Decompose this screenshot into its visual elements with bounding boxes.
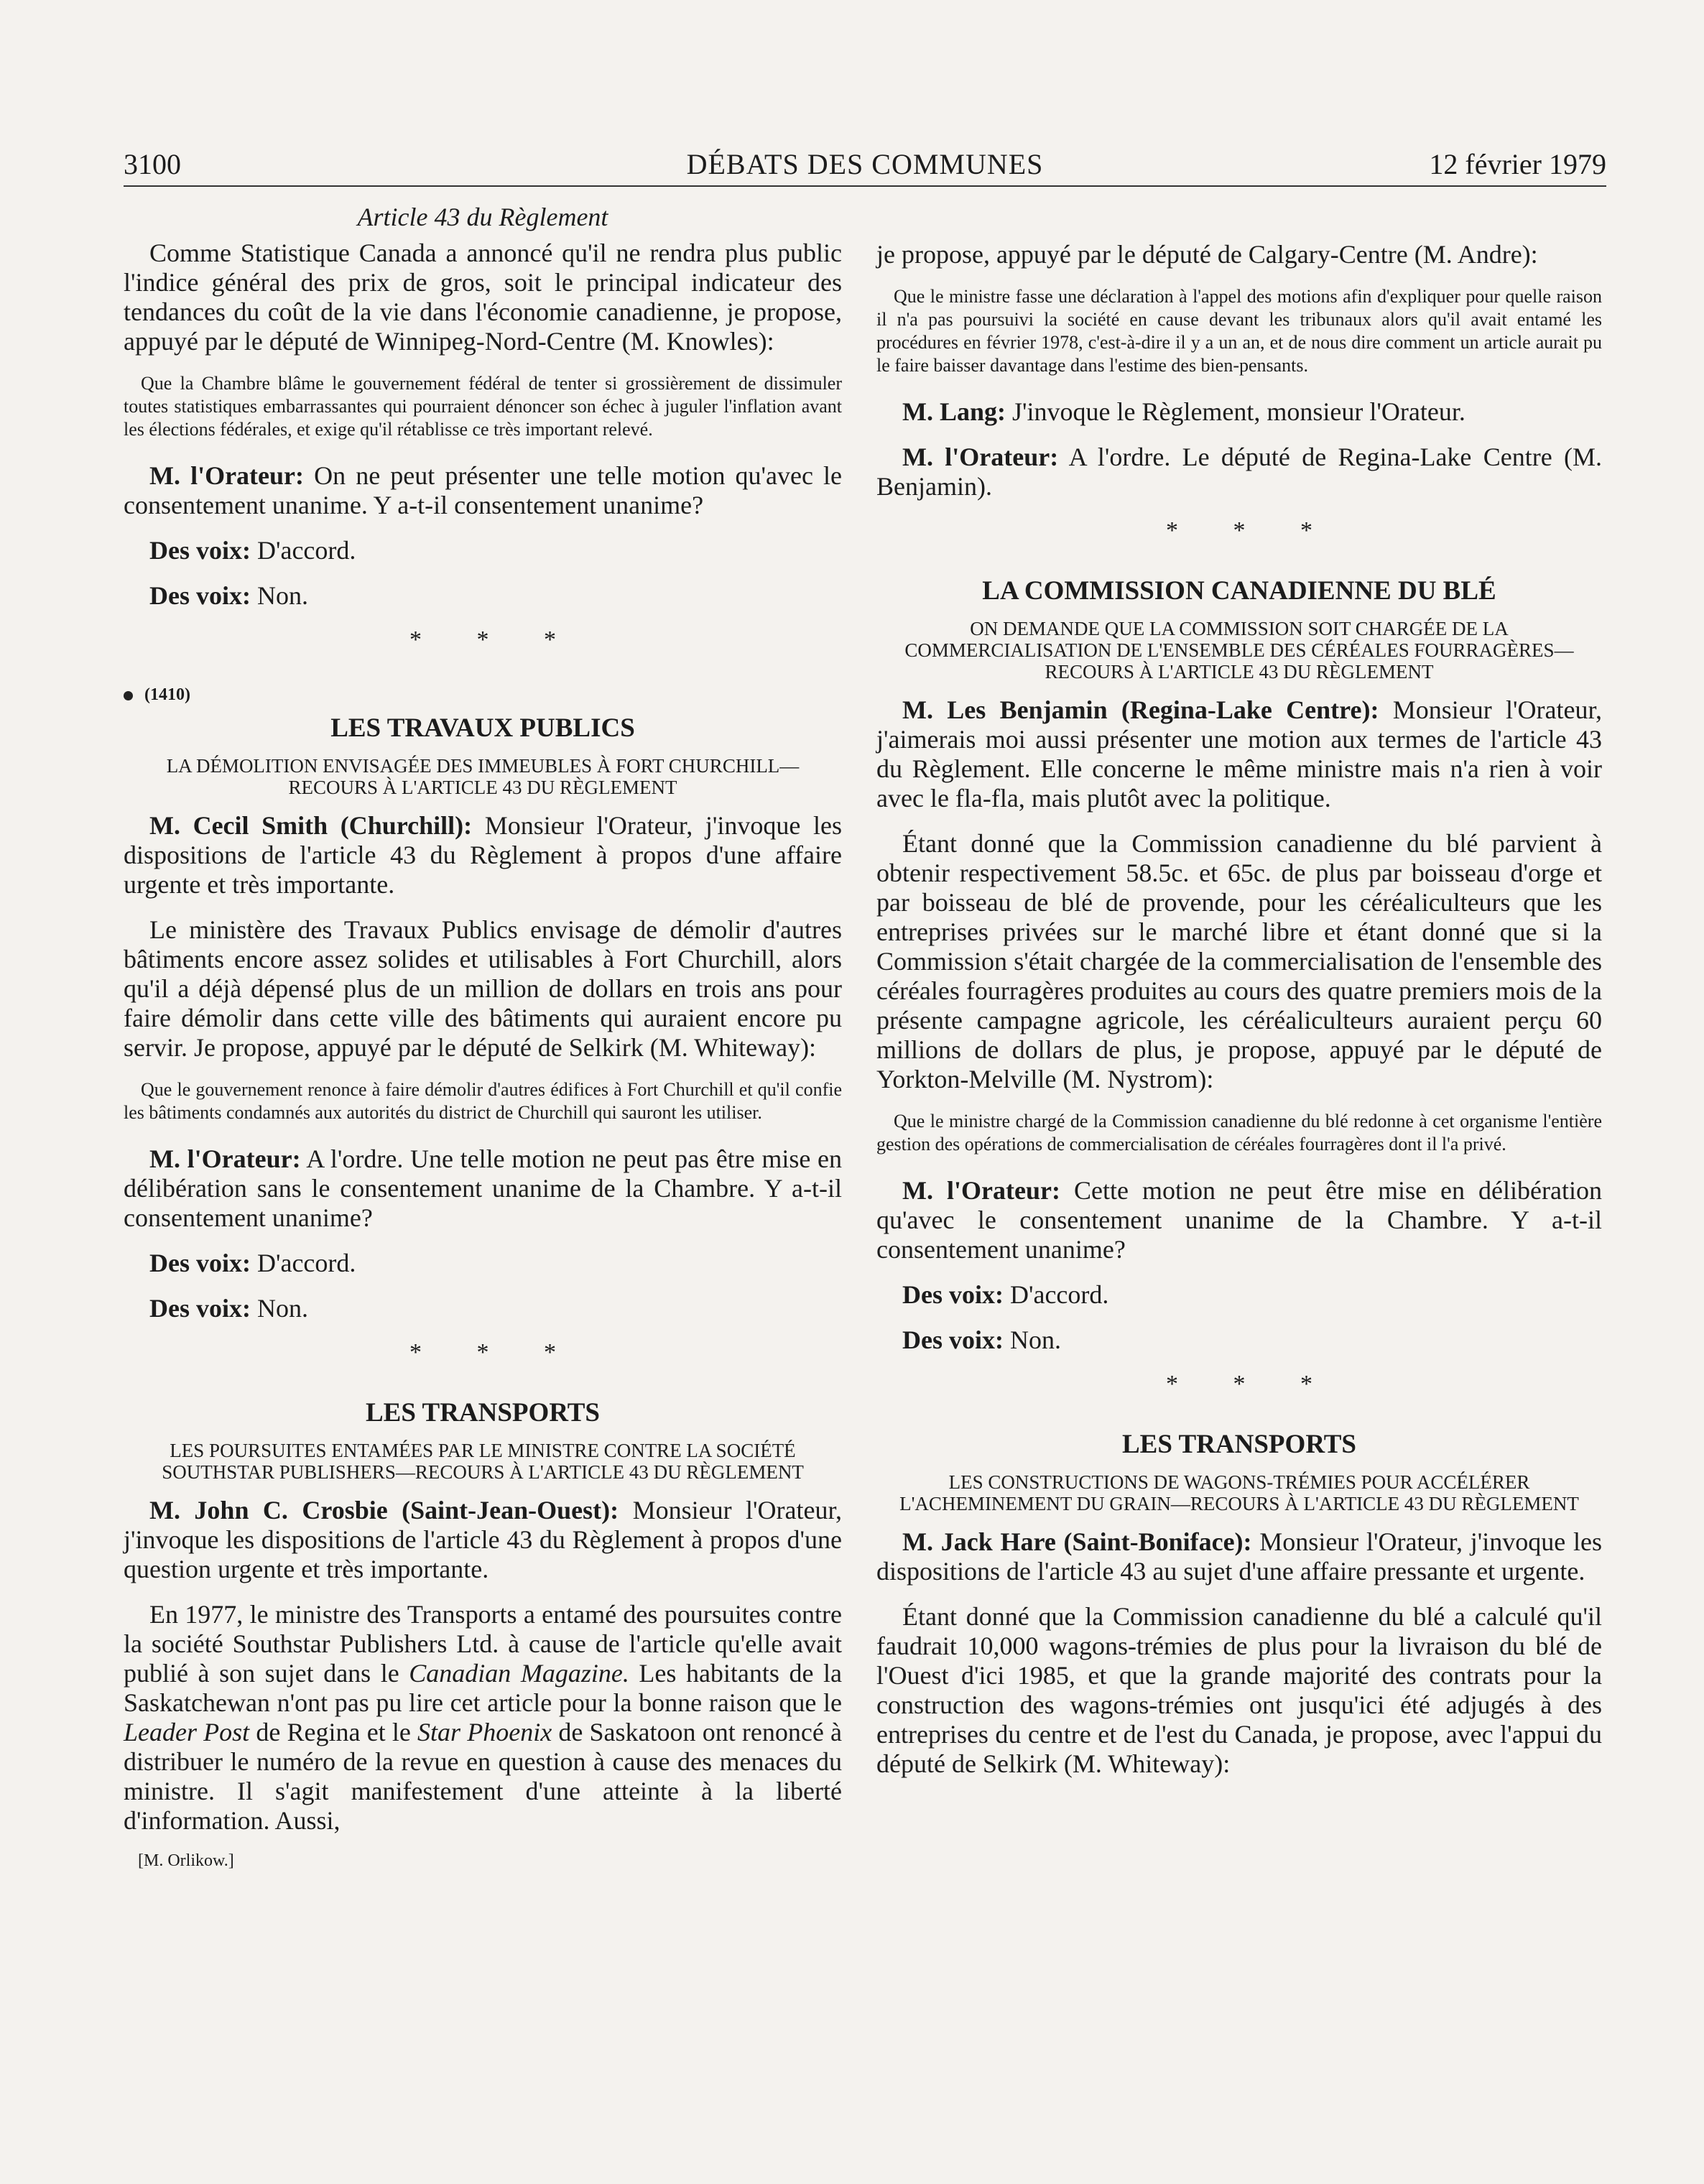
- left-column: [124, 203, 842, 1871]
- speech: [124, 811, 842, 899]
- speech-text: D'accord.: [256, 536, 356, 565]
- speech-text: Monsieur l'Orateur, j'invoque les dispositions de l'article 43 au sujet d'une affaire pressante et urgente.: [876, 1527, 1602, 1586]
- speech-text: Cette motion ne peut être mise en délibération qu'avec le consentement unanime de la Chambre. Y a-t-il consentement unanime?: [876, 1176, 1602, 1264]
- speech: [124, 1294, 842, 1323]
- speech: [876, 695, 1602, 813]
- page-header: [124, 144, 1606, 187]
- speaker-name: Des voix:: [902, 1280, 1004, 1309]
- speech-text: D'accord.: [1009, 1280, 1109, 1309]
- speech-text: On ne peut présenter une telle motion qu'avec le consentement unanime. Y a-t-il consentement unanime?: [124, 461, 843, 519]
- paragraph: [124, 1600, 842, 1836]
- speech: [876, 443, 1602, 501]
- section-heading: LES TRANSPORTS: [1122, 1430, 1356, 1459]
- section-subheading: LA DÉMOLITION ENVISAGÉE DES IMMEUBLES À FORT CHURCHILL—RECOURS À L'ARTICLE 43 DU RÈGLEMENT: [166, 755, 800, 798]
- speech-text: Non.: [1009, 1325, 1061, 1354]
- motion-text: Que le gouvernement renonce à faire démolir d'autres édifices à Fort Churchill et qu'il confie les bâtiments condamnés aux autorités du district de Churchill qui sauront les utiliser.: [124, 1079, 842, 1123]
- section-heading: LA COMMISSION CANADIENNE DU BLÉ: [982, 576, 1496, 606]
- paragraph: Étant donné que la Commission canadienne du blé a calculé qu'il faudrait 10,000 wagons-trémies de plus pour la livraison du blé de l'Ouest d'ici 1985, et que la grande majorité des contrats pour la construction des wagons-trémies ont jusqu'ici été adjugés à des entreprises du centre et de l'est du Canada, je propose, avec l'appui du député de Selkirk (M. Whiteway):: [876, 1602, 1602, 1778]
- speaker-name: Des voix:: [902, 1325, 1004, 1354]
- speaker-name: M. l'Orateur:: [149, 461, 305, 490]
- speech: [876, 1325, 1602, 1355]
- rule-title: Article 43 du Règlement: [357, 203, 608, 231]
- motion-text: Que le ministre fasse une déclaration à l'appel des motions afin d'expliquer pour quelle raison il n'a pas poursuivi la société en cause devant les tribunaux alors qu'il avait entamé les procédures en février 1978, c'est-à-dire il y a un an, et de nous dire comment un article aurait pu le faire baisser davantage dans l'estime des bien-pensants.: [876, 286, 1602, 376]
- speech-text: Non.: [256, 1294, 308, 1323]
- speech: [876, 1176, 1602, 1264]
- page-date: 12 février 1979: [1429, 148, 1606, 180]
- speech: [124, 1144, 842, 1233]
- section-separator: * * *: [1166, 517, 1337, 544]
- speech: [876, 1527, 1602, 1586]
- speaker-footnote: [M. Orlikow.]: [138, 1851, 234, 1870]
- page-number: 3100: [124, 148, 181, 180]
- section-heading: LES TRANSPORTS: [366, 1398, 600, 1428]
- speech-text: D'accord.: [256, 1249, 356, 1277]
- paragraph-text: En 1977, le ministre des Transports a entamé des poursuites contre la société Southstar Publishers Ltd. à cause de l'article qu'elle avait publié à son sujet dans le: [124, 1600, 842, 1688]
- paragraph-text: de Regina et le: [249, 1718, 418, 1746]
- section-separator: * * *: [409, 626, 580, 653]
- timestamp-text: (1410): [144, 685, 190, 704]
- speech-text: Monsieur l'Orateur, j'invoque les dispositions de l'article 43 du Règlement à propos d'une affaire urgente et très importante.: [124, 811, 842, 899]
- right-column: [876, 203, 1602, 1795]
- publication-name: Canadian Magazine.: [409, 1659, 629, 1688]
- publication-title: DÉBATS DES COMMUNES: [686, 148, 1044, 180]
- speech: [876, 397, 1602, 427]
- speech-text: A l'ordre. Le député de Regina-Lake Centre (M. Benjamin).: [876, 443, 1602, 501]
- speaker-name: M. l'Orateur:: [149, 1144, 301, 1173]
- speaker-name: M. Jack Hare (Saint-Boniface):: [902, 1527, 1252, 1556]
- speech-text: Non.: [256, 581, 308, 610]
- speech: [124, 581, 842, 611]
- publication-name: Star Phoenix: [417, 1718, 552, 1746]
- paragraph-text: Les habitants de la Saskatchewan n'ont pas pu lire cet article pour la bonne raison que le: [124, 1659, 842, 1717]
- paragraph: Comme Statistique Canada a annoncé qu'il ne rendra plus public l'indice général des prix de gros, soit le principal indicateur des tendances du coût de la vie dans l'économie canadienne, je propose, appuyé par le député de Winnipeg-Nord-Centre (M. Knowles):: [124, 239, 842, 356]
- speaker-name: Des voix:: [149, 581, 251, 610]
- paragraph-text: de Saskatoon ont renoncé à distribuer le numéro de la revue en question à cause des menaces du ministre. Il s'agit manifestement d'une atteinte à la liberté d'information. Aussi,: [124, 1718, 842, 1835]
- bullet-icon: [124, 691, 133, 700]
- section-subheading: ON DEMANDE QUE LA COMMISSION SOIT CHARGÉE DE LA COMMERCIALISATION DE L'ENSEMBLE DES CÉRÉALES FOURRAGÈRES—RECOURS À L'ARTICLE 43 DU RÈGLEMENT: [904, 618, 1574, 682]
- section-separator: * * *: [1166, 1371, 1337, 1397]
- speaker-name: M. John C. Crosbie (Saint-Jean-Ouest):: [149, 1496, 619, 1524]
- speech: [124, 1249, 842, 1278]
- section-separator: * * *: [409, 1339, 580, 1366]
- speaker-name: M. l'Orateur:: [902, 1176, 1060, 1205]
- speech: [124, 461, 842, 520]
- timestamp: [124, 685, 842, 705]
- speaker-name: M. l'Orateur:: [902, 443, 1059, 471]
- section-subheading: LES CONSTRUCTIONS DE WAGONS-TRÉMIES POUR ACCÉLÉRER L'ACHEMINEMENT DU GRAIN—RECOURS À L'ARTICLE 43 DU RÈGLEMENT: [899, 1471, 1579, 1514]
- motion-text: Que la Chambre blâme le gouvernement fédéral de tenter si grossièrement de dissimuler toutes statistiques embarrassantes qui pourraient dénoncer son échec à juguler l'inflation avant les élections fédérales, et exige qu'il rétablisse ce très important relevé.: [124, 373, 842, 440]
- speaker-name: Des voix:: [149, 536, 251, 565]
- speech-text: Monsieur l'Orateur, j'aimerais moi aussi présenter une motion aux termes de l'article 43 du Règlement. Elle concerne le même ministre mais n'a rien à voir avec le fla-fla, mais plutôt avec la politique.: [876, 695, 1602, 813]
- speaker-name: Des voix:: [149, 1294, 251, 1323]
- speaker-name: Des voix:: [149, 1249, 251, 1277]
- speech-text: J'invoque le Règlement, monsieur l'Orateur.: [1012, 397, 1465, 426]
- speaker-name: M. Les Benjamin (Regina-Lake Centre):: [902, 695, 1379, 724]
- speech-text: A l'ordre. Une telle motion ne peut pas être mise en délibération sans le consentement unanime de la Chambre. Y a-t-il consentement unanime?: [124, 1144, 843, 1232]
- speech: [124, 1496, 842, 1584]
- speaker-name: M. Lang:: [902, 397, 1006, 426]
- speech: [876, 1280, 1602, 1310]
- paragraph: Étant donné que la Commission canadienne du blé parvient à obtenir respectivement 58.5c. et 65c. de plus par boisseau d'orge et par boisseau de blé de provende, pour les céréaliculteurs que les entreprises privées sur le marché libre et étant donné que si la Commission s'était chargée de la commercialisation de l'ensemble des céréales fourragères produites au cours des quatre premiers mois de la présente campagne agricole, les céréaliculteurs auraient perçu 60 millions de dollars de plus, je propose, appuyé par le député de Yorkton-Melville (M. Nystrom):: [876, 829, 1602, 1093]
- section-heading: LES TRAVAUX PUBLICS: [330, 713, 635, 743]
- speech-text: Monsieur l'Orateur, j'invoque les dispositions de l'article 43 du Règlement à propos d'une question urgente et très importante.: [124, 1496, 842, 1583]
- publication-name: Leader Post: [124, 1718, 250, 1746]
- paragraph: Le ministère des Travaux Publics envisage de démolir d'autres bâtiments encore assez solides et utilisables à Fort Churchill, alors qu'il a déjà dépensé plus de un million de dollars en trois ans pour faire démolir dans cette ville des bâtiments qui auraient encore pu servir. Je propose, appuyé par le député de Selkirk (M. Whiteway):: [124, 915, 842, 1062]
- section-subheading: LES POURSUITES ENTAMÉES PAR LE MINISTRE CONTRE LA SOCIÉTÉ SOUTHSTAR PUBLISHERS—RECOURS À L'ARTICLE 43 DU RÈGLEMENT: [162, 1440, 804, 1483]
- motion-text: Que le ministre chargé de la Commission canadienne du blé redonne à cet organisme l'entière gestion des opérations de commercialisation de céréales fourragères dont il l'a privé.: [876, 1111, 1602, 1155]
- speaker-name: M. Cecil Smith (Churchill):: [149, 811, 473, 840]
- speech: [124, 536, 842, 565]
- paragraph: je propose, appuyé par le député de Calgary-Centre (M. Andre):: [876, 240, 1538, 269]
